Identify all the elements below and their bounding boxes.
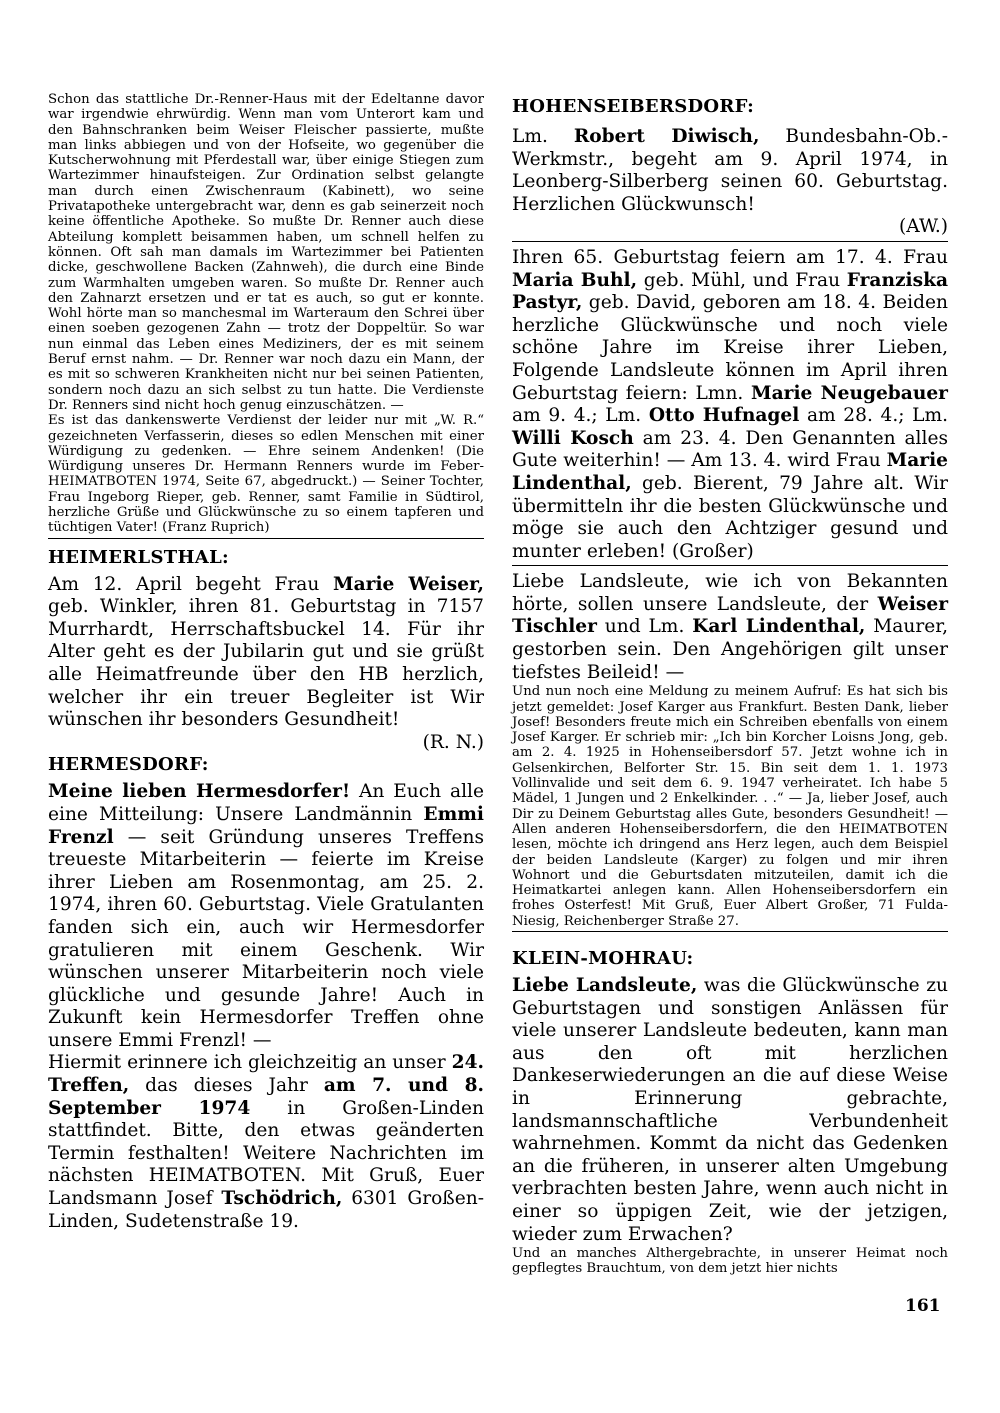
klein-mohrau-paragraph-1: Liebe Landsleute, was die Glückwünsche zu Geburtstagen und sonstigen Anlässen für viele unserer Landsleute bedeuten, kann man aus den oft mit herzlichen Dankeserwiederungen an die auf diese Weise in Erinnerung gebrachte, landsmannschaftliche Verbundenheit wahrnehmen. Kommt da nicht das Gedenken an die früheren, in unserer alten Umgebung verbrachten besten Jahre, wenn auch nicht in einer so üppigen Zeit, wie der jetzigen, wieder zum Erwachen?: [512, 975, 949, 1245]
renner-article-text: Schon das stattliche Dr.-Renner-Haus mit der Edeltanne davor war irgendwie ehrwürdig. Wenn man vom Unterort kam und den Bahnschranken beim Weiser Fleischer passierte, mußte man links abbiegen und von der Hofseite, wo gegenüber die Kutscherwohnung mit Pferdestall war, über einige Stiegen zum Wartezimmer hinaufsteigen. Zur Ordination selbst gelangte man durch einen Zwischenraum (Kabinett), wo seine Privatapotheke untergebracht war, denn es gab seinerzeit noch keine öffentliche Apotheke. So mußte Dr. Renner auch diese Abteilung komplett beisammen haben, um schnell helfen zu können. Oft sah man damals im Wartezimmer bei Patienten dicke, geschwollene Backen (Zahnweh), die durch eine Binde zum Warmhalten umgeben waren. So mußte Dr. Renner auch den Zahnarzt ersetzen und er tat es auch, so gut er konnte. Wohl hörte man so manchesmal im Warteraum den Schrei über einen soeben gezogenen Zahn — trotz der Doppeltür. So war nun einmal das Leben eines Mediziners, der es mit seinem Beruf ernst nahm. — Dr. Renner war noch dazu ein Mann, der es mit so schweren Krankheiten nicht nur bei seinen Patienten, sondern noch dazu an sich selbst zu tun hatte. Die Verdienste Dr. Renners sind nicht hoch genug einzuschätzen. —: [48, 92, 484, 413]
greeting: Liebe Landsleute,: [512, 975, 698, 996]
person-name: Marie Weiser,: [333, 573, 484, 595]
renner-article-text-2: Es ist das dankenswerte Verdienst der leider nur mit „W. R.“ gezeichneten Verfasserin, dieses so edlen Menschen mit einer Würdigung zu gedenken. — Ehre seinem Andenken! (Die Würdigung unseres Dr. Hermann Renners wurde im Feber-HEIMATBOTEN 1974, Seite 67, abgedruckt.) — Seiner Tochter, Frau Ingeborg Rieper, geb. Renner, samt Familie in Südtirol, herzliche Grüße und Glückwünsche zu so einem tapferen und tüchtigen Vater! (Franz Ruprich): [48, 413, 484, 536]
right-column: [512, 96, 948, 1277]
hermesdorf-heading: HERMESDORF:: [48, 754, 209, 776]
left-column: [48, 92, 484, 1233]
hohenseibersdorf-paragraph-4: Und nun noch eine Meldung zu meinem Aufruf: Es hat sich bis jetzt gemeldet: Josef Karger aus Frankfurt. Besten Dank, lieber Josef! Besonders freute mich ein Schreiben ebenfalls von einem Josef Karger. Er schrieb mir: „Ich bin Korcher Loisns Jong, geb. am 2. 4. 1925 in Hohenseibersdorf 57. Jetzt wohne ich in Gelsenkirchen, Belforter Str. 15. Bin seit dem 1. 1. 1973 Vollinvalide und seit dem 6. 9. 1947 verheiratet. Ich habe 5 Mädel, 1 Jungen und 2 Enkelkinder. . .“ — Ja, lieber Josef, auch Dir zu Deinem Geburtstag alles Gute, besonders Gesundheit! — Allen anderen Hohenseibersdorfern, die den HEIMATBOTEN lesen, möchte ich dringend ans Herz legen, auch dem Beispiel der beiden Landsleute (Karger) zu folgen und mir ihren Wohnort und die Geburtsdaten mitzuteilen, damit ich die Heimatkartei anlegen kann. Allen Hohenseibersdorfern ein frohes Osterfest! Mit Gruß, Euer Albert Großer, 71 Fulda-Niesig, Reichenberger Straße 27.: [512, 684, 948, 929]
hohenseibersdorf-heading: HOHENSEIBERSDORF:: [512, 96, 755, 117]
hermesdorf-paragraph-1: Meine lieben Hermesdorfer! An Euch alle eine Mitteilung: Unsere Landmännin Emmi Frenzl — seit Gründung unseres Treffens treueste Mitarbeiterin — feierte im Kreise ihrer Lieben am Rosenmontag, am 25. 2. 1974, ihren 60. Geburtstag. Viele Gratulanten fanden sich ein, auch wir Hermesdorfer gratulieren mit einem Geschenk. Wir wünschen unserer Mitarbeiterin noch viele glückliche und gesunde Jahre! Auch in Zukunft kein Hermesdorfer Treffen ohne unsere Emmi Frenzl! —: [48, 781, 484, 1051]
klein-mohrau-heading: KLEIN-MOHRAU:: [512, 948, 694, 969]
heimerlsthal-heading: HEIMERLSTHAL:: [48, 546, 229, 568]
hohenseibersdorf-paragraph-1: Lm. Robert Diwisch, Bundesbahn-Ob.-Werkmstr., begeht am 9. April 1974, in Leonberg-Silberberg seinen 60. Geburtstag. Herzlichen Glückwunsch!: [512, 126, 948, 215]
hohenseibersdorf-signature: (AW.): [899, 216, 948, 238]
person-name: Robert Diwisch,: [573, 126, 760, 147]
person-name: Tschödrich,: [221, 1188, 343, 1210]
hermesdorf-paragraph-2: Hiermit erinnere ich gleichzeitig an unser 24. Treffen, das dieses Jahr am 7. und 8. September 1974 in Großen-Linden stattfindet. Bitte, den etwas geänderten Termin festhalten! Weitere Nachrichten im nächsten HEIMATBOTEN. Mit Gruß, Euer Landsmann Josef Tschödrich, 6301 Großen-Linden, Sudetenstraße 19.: [48, 1052, 484, 1232]
hohenseibersdorf-paragraph-3: Liebe Landsleute, wie ich von Bekannten hörte, sollen unsere Landsleute, der Weiser Tischler und Lm. Karl Lindenthal, Maurer, gestorben sein. Den Angehörigen gilt unser tiefstes Beileid! —: [512, 571, 949, 683]
klein-mohrau-paragraph-2: Und an manches Althergebrachte, in unserer Heimat noch gepflegtes Brauchtum, von dem jetzt hier nichts: [512, 1246, 948, 1277]
hohenseibersdorf-paragraph-2: Ihren 65. Geburtstag feiern am 17. 4. Frau Maria Buhl, geb. Mühl, und Frau Franziska Pastyr, geb. David, geboren am 18. 4. Beiden herzliche Glückwünsche und noch viele schöne Jahre im Kreise ihrer Lieben, Folgende Landsleute können im April ihren Geburtstag feiern: Lmn. Marie Neugebauer am 9. 4.; Lm. Otto Hufnagel am 28. 4.; Lm. Willi Kosch am 23. 4. Den Genannten alles Gute weiterhin! — Am 13. 4. wird Frau Marie Lindenthal, geb. Bierent, 79 Jahre alt. Wir übermitteln ihr die besten Glückwünsche und möge sie auch den Achtziger gesund und munter erleben! (Großer): [512, 246, 949, 562]
heimerlsthal-signature: (R. N.): [422, 731, 484, 753]
person-name: Emmi Frenzl: [48, 803, 484, 848]
heimerlsthal-paragraph: Am 12. April begeht Frau Marie Weiser, geb. Winkler, ihren 81. Geburtstag in 7157 Murrhardt, Herrschaftsbuckel 14. Für ihr Alter geht es der Jubilarin gut und sie grüßt alle Heimatfreunde über den HB herzlich, welcher ihr ein treuer Begleiter ist Wir wünschen ihr besonders Gesundheit!: [48, 573, 484, 731]
greeting: Meine lieben Hermesdorfer!: [48, 781, 351, 803]
page-number: 161: [905, 1296, 941, 1316]
